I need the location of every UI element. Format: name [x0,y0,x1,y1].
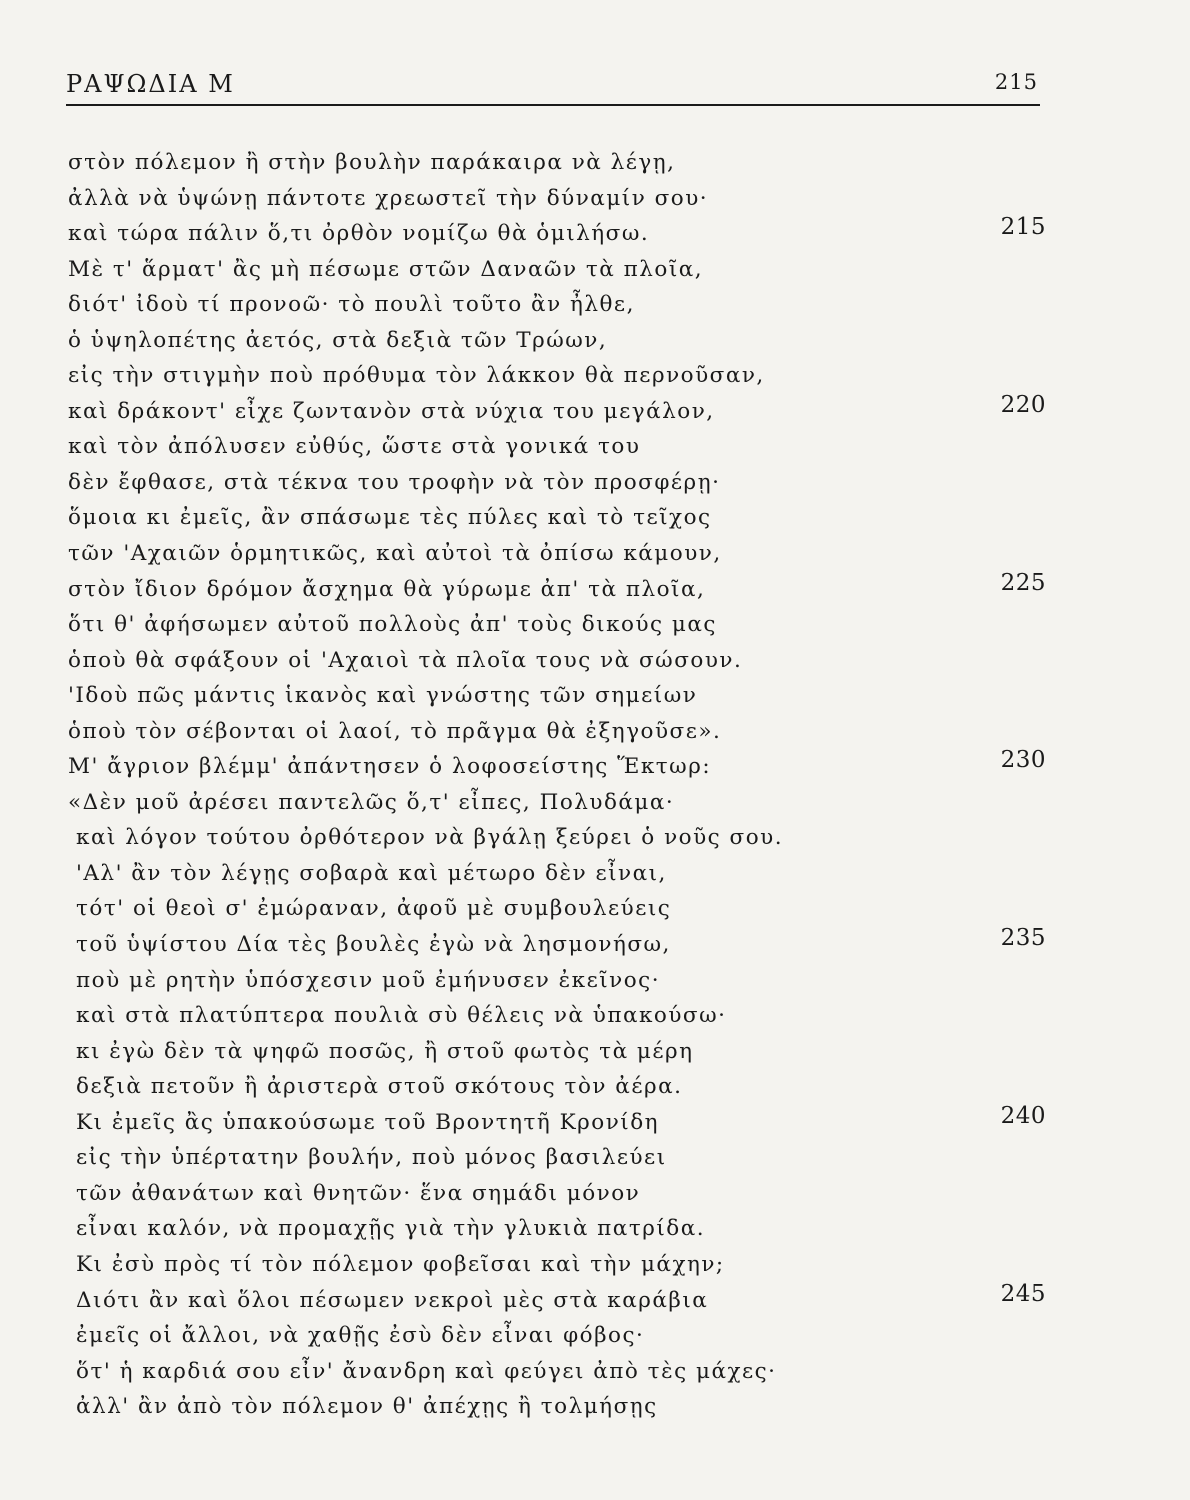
verse-text: στὸν πόλεμον ἢ στὴν βουλὴν παράκαιρα νὰ λέγῃ, [68,150,676,175]
verse-text: δεξιὰ πετοῦν ἢ ἀριστερὰ στοῦ σκότους τὸν ἀέρα. [76,1074,683,1100]
verse-line [68,500,1068,536]
verse-line [68,1318,1068,1354]
running-title: ΡΑΨΩΔΙΑ Μ [66,70,235,98]
verse-line [68,323,1068,359]
verse-text: ἐμεῖς οἱ ἄλλοι, νὰ χαθῇς ἐσὺ δὲν εἶναι φόβος· [76,1323,645,1349]
verse-text: «Δὲν μοῦ ἀρέσει παντελῶς ὅ,τ' εἶπες, Πολυδάμα· [68,789,675,815]
verse-text: καὶ λόγον τούτου ὀρθότερον νὰ βγάλῃ ξεύρει ὁ νοῦς σου. [76,825,784,851]
verse-line [68,536,1068,572]
verse-line [68,643,1068,679]
verse-line [68,391,1068,430]
verse-line [68,145,1068,181]
verse-text: καὶ δράκοντ' εἶχε ζωντανὸν στὰ νύχια του μεγάλον, [68,398,715,424]
verse-line [68,287,1068,323]
verse-text: εἰς τὴν ὑπέρτατην βουλήν, ποὺ μόνος βασιλεύει [76,1145,667,1171]
line-number: 245 [1000,1280,1046,1307]
verse-line [68,569,1068,608]
line-number: 225 [1000,569,1046,596]
verse-text: 'Ιδοὺ πῶς μάντις ἱκανὸς καὶ γνώστης τῶν σημείων [68,683,698,709]
verse-text: τῶν ἀθανάτων καὶ θνητῶν· ἕνα σημάδι μόνον [76,1180,641,1206]
verse-line [68,678,1068,714]
verse-text: δὲν ἔφθασε, στὰ τέκνα του τροφὴν νὰ τὸν προσφέρῃ· [68,469,721,495]
verse-text: εἶναι καλόν, νὰ προμαχῇς γιὰ τὴν γλυκιὰ πατρίδα. [76,1216,706,1242]
verse-line [68,1069,1068,1105]
verse-block [68,145,1068,1425]
verse-line [68,252,1068,288]
verse-line [68,820,1068,856]
page-number: 215 [994,70,1038,94]
verse-line [68,1280,1068,1319]
verse-text: καὶ τὸν ἀπόλυσεν εὐθύς, ὥστε στὰ γονικά του [68,434,641,460]
verse-text: Κι ἐμεῖς ἂς ὑπακούσωμε τοῦ Βροντητῆ Κρονίδη [76,1109,660,1135]
verse-text: στὸν ἴδιον δρόμον ἄσχημα θὰ γύρωμε ἀπ' τὰ πλοῖα, [68,576,706,602]
verse-line [68,465,1068,501]
verse-text: 'Αλ' ἂν τὸν λέγῃς σοβαρὰ καὶ μέτωρο δὲν εἶναι, [76,860,667,886]
verse-line [68,1176,1068,1212]
verse-line [68,607,1068,643]
verse-line [68,181,1068,217]
line-number: 220 [1000,391,1046,418]
verse-line [68,1354,1068,1390]
verse-text: τῶν 'Αχαιῶν ὁρμητικῶς, καὶ αὐτοὶ τὰ ὀπίσω κάμουν, [68,541,722,567]
verse-text: καὶ τώρα πάλιν ὅ,τι ὀρθὸν νομίζω θὰ ὁμιλήσω. [68,221,650,247]
verse-text: εἰς τὴν στιγμὴν ποὺ πρόθυμα τὸν λάκκον θὰ περνοῦσαν, [68,363,765,389]
verse-text: Κι ἐσὺ πρὸς τί τὸν πόλεμον φοβεῖσαι καὶ τὴν μάχην; [76,1251,725,1277]
verse-line [68,963,1068,999]
verse-text: ὅμοια κι ἐμεῖς, ἂν σπάσωμε τὲς πύλες καὶ τὸ τεῖχος [68,505,712,531]
verse-line [68,856,1068,892]
verse-text: κι ἐγὼ δὲν τὰ ψηφῶ ποσῶς, ἢ στοῦ φωτὸς τὰ μέρη [76,1038,694,1064]
verse-text: τοῦ ὑψίστου Δία τὲς βουλὲς ἐγὼ νὰ λησμονήσω, [76,932,671,958]
verse-text: ὁποὺ τὸν σέβονται οἱ λαοί, τὸ πρᾶγμα θὰ ἐξηγοῦσε». [68,718,722,744]
verse-line [68,1389,1068,1425]
verse-text: ὁποὺ θὰ σφάξουν οἱ 'Αχαιοὶ τὰ πλοῖα τους νὰ σώσουν. [68,647,743,673]
line-number: 240 [1000,1102,1046,1129]
verse-text: καὶ στὰ πλατύπτερα πουλιὰ σὺ θέλεις νὰ ὑπακούσω· [76,1003,727,1029]
verse-line [68,1140,1068,1176]
verse-text: ποὺ μὲ ρητὴν ὑπόσχεσιν μοῦ ἐμήνυσεν ἐκεῖνος· [76,967,661,993]
verse-line [68,714,1068,750]
verse-line [68,1211,1068,1247]
verse-line [68,891,1068,927]
verse-line [68,998,1068,1034]
verse-text: ἀλλ' ἂν ἀπὸ τὸν πόλεμον θ' ἀπέχῃς ἢ τολμήσῃς [76,1394,658,1420]
verse-line [68,358,1068,394]
verse-text: ὁ ὑψηλοπέτης ἀετός, στὰ δεξιὰ τῶν Τρώων, [68,327,608,353]
verse-text: Διότι ἂν καὶ ὅλοι πέσωμεν νεκροὶ μὲς στὰ καράβια [76,1287,709,1313]
verse-text: ἀλλὰ νὰ ὑψώνῃ πάντοτε χρεωστεῖ τὴν δύναμίν σου· [68,185,709,211]
verse-text: ὅτι θ' ἀφήσωμεν αὐτοῦ πολλοὺς ἀπ' τοὺς δικούς μας [68,612,717,638]
verse-line [68,1034,1068,1070]
verse-text: τότ' οἱ θεοὶ σ' ἐμώραναν, ἀφοῦ μὲ συμβουλεύεις [76,896,672,922]
verse-text: Μ' ἄγριον βλέμμ' ἀπάντησεν ὁ λοφοσείστης Ἕκτωρ: [68,754,712,780]
verse-line [68,429,1068,465]
header-rule [66,104,1040,106]
verse-line [68,216,1068,252]
verse-text: Μὲ τ' ἅρματ' ἂς μὴ πέσωμε στῶν Δαναῶν τὰ πλοῖα, [68,256,704,282]
verse-line [68,1102,1068,1141]
verse-line [68,749,1068,785]
verse-line [68,785,1068,821]
verse-line [68,927,1068,963]
line-number: 235 [1000,925,1046,952]
verse-text: ὅτ' ἡ καρδιά σου εἶν' ἄνανδρη καὶ φεύγει ἀπὸ τὲς μάχες· [76,1358,777,1384]
verse-text: διότ' ἰδοὺ τί προνοῶ· τὸ πουλὶ τοῦτο ἂν ἦλθε, [68,292,635,318]
line-number: 215 [1000,214,1046,241]
verse-line [68,1247,1068,1283]
line-number: 230 [1000,747,1046,774]
